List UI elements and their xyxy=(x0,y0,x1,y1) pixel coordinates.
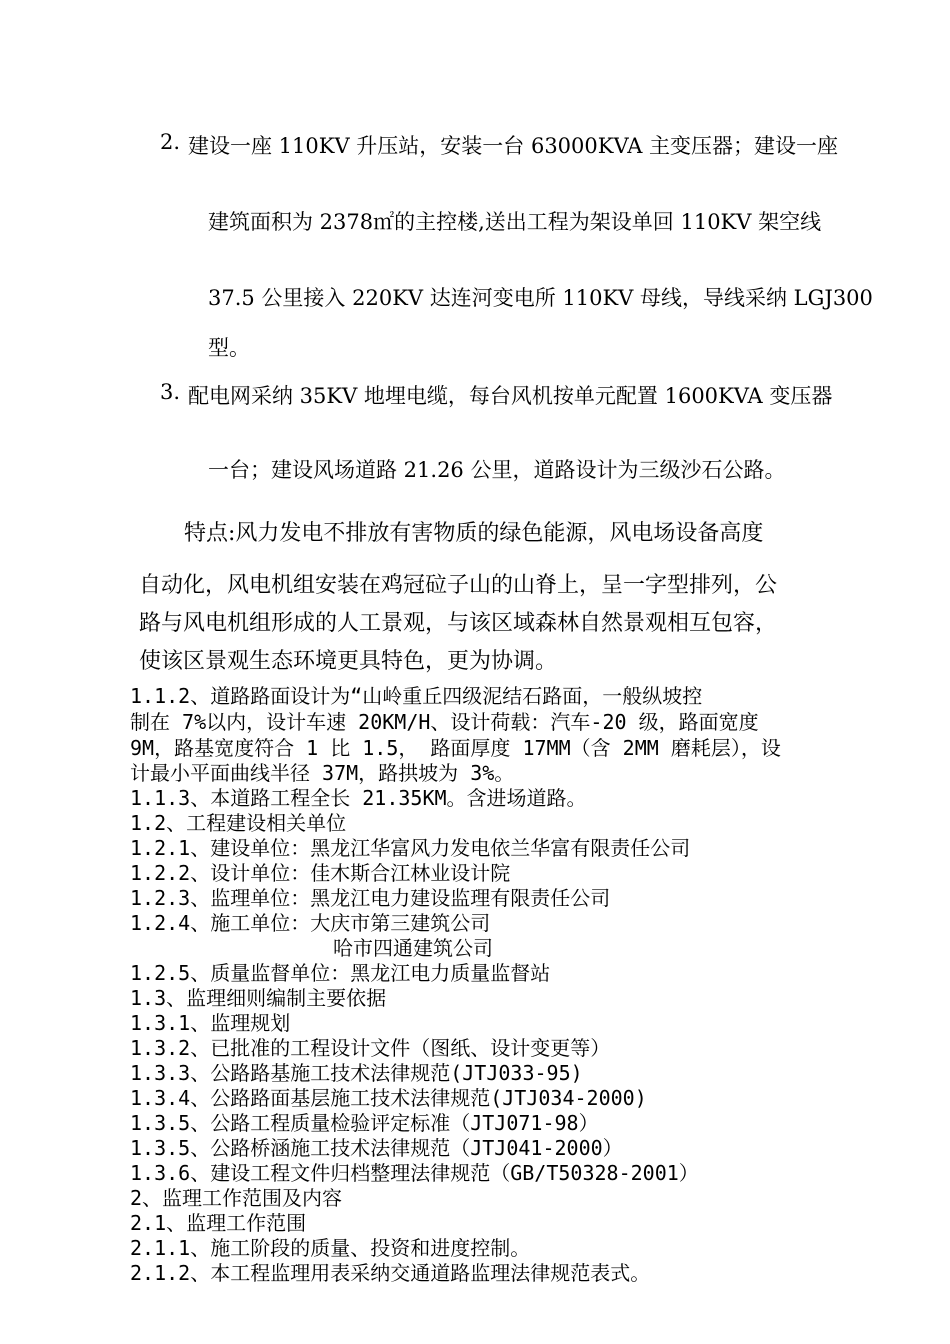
item-number: 2. xyxy=(160,130,181,154)
item-text-line: 型。 xyxy=(208,336,250,360)
outline-line: 1.3.4、公路路面基层施工技术法律规范(JTJ034-2000) xyxy=(130,1086,647,1110)
outline-line: 制在 7%以内，设计车速 20KM/H、设计荷载：汽车-20 级，路面宽度 xyxy=(130,710,759,734)
outline-line: 1.3.2、已批准的工程设计文件（图纸、设计变更等） xyxy=(130,1036,611,1060)
item-text-line: 37.5 公里接入 220KV 达连河变电所 110KV 母线，导线采纳 LGJ300 xyxy=(208,286,873,310)
item-text-line: 一台；建设风场道路 21.26 公里，道路设计为三级沙石公路。 xyxy=(208,458,786,482)
outline-line: 1.3.1、监理规划 xyxy=(130,1011,291,1035)
outline-line: 1.3.6、建设工程文件归档整理法律规范（GB/T50328-2001） xyxy=(130,1161,699,1185)
outline-line: 计最小平面曲线半径 37M，路拱坡为 3%。 xyxy=(130,761,515,785)
outline-line: 2.1.1、施工阶段的质量、投资和进度控制。 xyxy=(130,1236,531,1260)
outline-line: 1.2、工程建设相关单位 xyxy=(130,811,347,835)
outline-line: 2.1、监理工作范围 xyxy=(130,1211,307,1235)
outline-line: 9M，路基宽度符合 1 比 1.5， 路面厚度 17MM（含 2MM 磨耗层），设 xyxy=(130,736,781,760)
outline-line: 1.2.5、质量监督单位：黑龙江电力质量监督站 xyxy=(130,961,551,985)
feature-paragraph-line: 使该区景观生态环境更具特色，更为协调。 xyxy=(139,649,558,674)
outline-line: 1.3.5、公路桥涵施工技术法律规范（JTJ041-2000） xyxy=(130,1136,623,1160)
item-number: 3. xyxy=(160,380,181,404)
feature-paragraph-line: 自动化，风电机组安装在鸡冠砬子山的山脊上，呈一字型排列，公 xyxy=(139,573,778,598)
outline-line: 1.1.3、本道路工程全长 21.35KM。含进场道路。 xyxy=(130,786,587,810)
outline-line: 1.3.3、公路路基施工技术法律规范(JTJ033-95) xyxy=(130,1061,583,1085)
outline-line: 1.2.1、建设单位：黑龙江华富风力发电依兰华富有限责任公司 xyxy=(130,836,691,860)
feature-paragraph-line: 路与风电机组形成的人工景观，与该区域森林自然景观相互包容， xyxy=(139,611,778,636)
item-text-line: 建设一座 110KV 升压站，安装一台 63000KVA 主变压器；建设一座 xyxy=(188,134,839,158)
outline-line: 1.3.5、公路工程质量检验评定标准（JTJ071-98） xyxy=(130,1111,599,1135)
outline-line: 1.2.2、设计单位：佳木斯合江林业设计院 xyxy=(130,861,511,885)
outline-line: 2.1.2、本工程监理用表采纳交通道路监理法律规范表式。 xyxy=(130,1261,651,1285)
outline-line: 2、监理工作范围及内容 xyxy=(130,1186,343,1210)
outline-line: 哈市四通建筑公司 xyxy=(333,936,493,960)
feature-paragraph-line: 特点:风力发电不排放有害物质的绿色能源，风电场设备高度 xyxy=(184,521,764,546)
outline-line: 1.2.3、监理单位：黑龙江电力建设监理有限责任公司 xyxy=(130,886,611,910)
outline-line: 1.2.4、施工单位：大庆市第三建筑公司 xyxy=(130,911,491,935)
outline-line: 1.3、监理细则编制主要依据 xyxy=(130,986,387,1010)
item-text-line: 建筑面积为 2378㎡的主控楼,送出工程为架设单回 110KV 架空线 xyxy=(208,210,822,234)
item-text-line: 配电网采纳 35KV 地埋电缆，每台风机按单元配置 1600KVA 变压器 xyxy=(188,384,833,408)
outline-line: 1.1.2、道路路面设计为“山岭重丘四级泥结石路面，一般纵坡控 xyxy=(130,684,703,708)
